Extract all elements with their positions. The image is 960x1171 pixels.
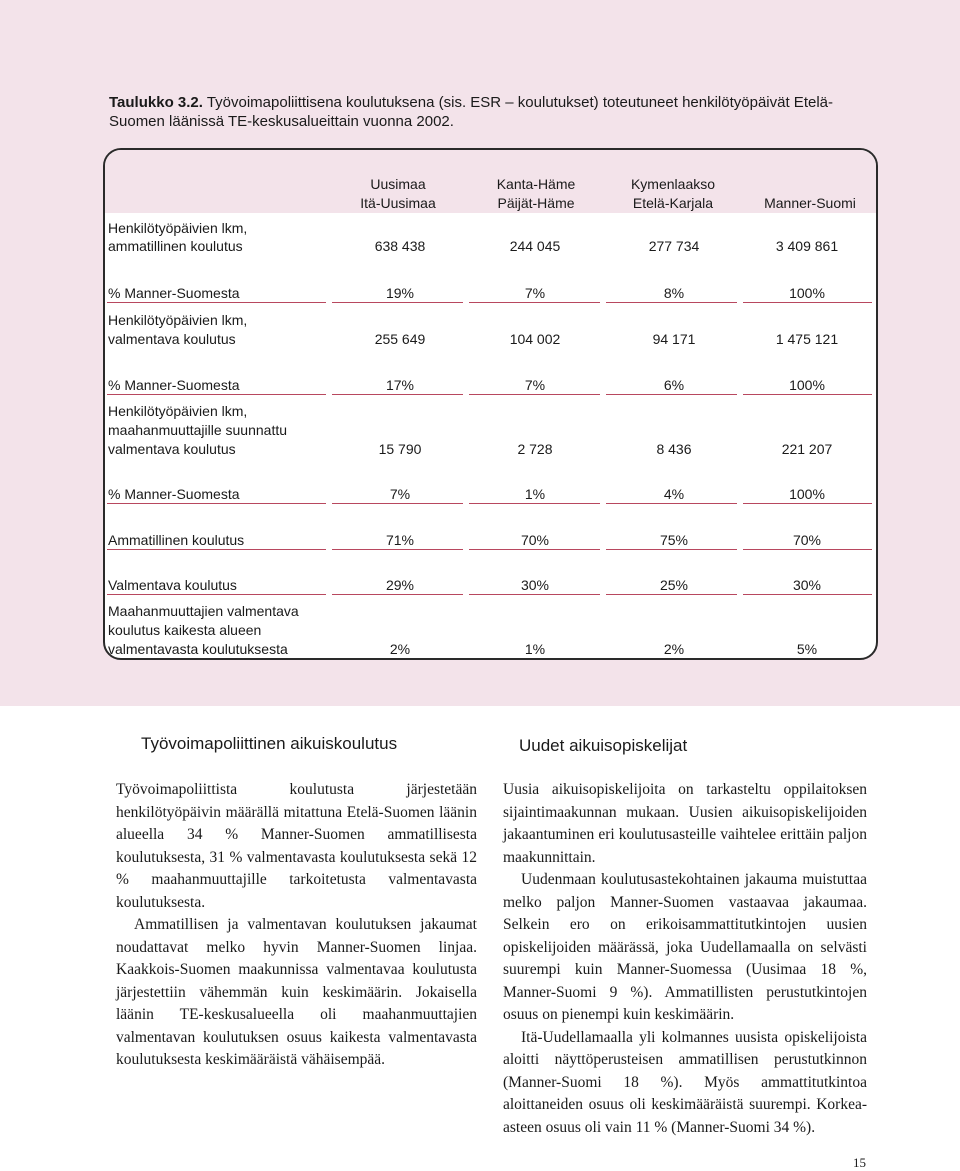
row-4-value-2: 7% xyxy=(524,377,546,393)
row-divider xyxy=(743,394,872,395)
left-body-text xyxy=(116,779,477,1072)
row-divider xyxy=(606,503,737,504)
row-9-value-4: 5% xyxy=(796,641,818,657)
row-6-value-1: 7% xyxy=(389,486,411,502)
row-divider xyxy=(332,594,463,595)
col-header-3-line2: Etelä-Karjala xyxy=(632,195,714,211)
row-9-label-line2: koulutus kaikesta alueen xyxy=(108,622,262,638)
row-divider xyxy=(469,394,600,395)
page-number: 15 xyxy=(853,1155,866,1170)
row-divider xyxy=(606,594,737,595)
row-5-value-3: 8 436 xyxy=(656,441,692,457)
row-5-label-line2: maahanmuuttajille suunnattu xyxy=(108,422,288,438)
col-header-4-line2: Manner-Suomi xyxy=(764,195,856,211)
row-9-value-1: 2% xyxy=(389,641,411,657)
row-4-value-4: 100% xyxy=(789,377,825,393)
caption-text-1: Työvoimapoliittisena koulutuksena (sis. ESR – koulutukset) toteutuneet henkilötyöpäivät Etelä- xyxy=(202,94,833,111)
row-2-label: % Manner-Suomesta xyxy=(108,285,240,301)
row-9-label-line3: valmentavasta koulutuksesta xyxy=(108,641,288,657)
row-4-label: % Manner-Suomesta xyxy=(108,377,240,393)
left-section-title: Työvoimapoliittinen aikuiskoulutus xyxy=(141,734,398,753)
row-3-label-line2: valmentava koulutus xyxy=(108,331,236,347)
row-divider xyxy=(606,302,737,303)
right-body-text xyxy=(503,779,867,1139)
col-header-3-line1: Kymenlaakso xyxy=(630,176,716,192)
col-header-2-line2: Päijät-Häme xyxy=(497,195,575,211)
row-divider xyxy=(469,549,600,550)
row-1-value-1: 638 438 xyxy=(374,238,426,254)
row-divider xyxy=(469,302,600,303)
row-7-value-3: 75% xyxy=(659,532,689,548)
col-header-2-line1: Kanta-Häme xyxy=(496,176,576,192)
row-divider xyxy=(332,549,463,550)
row-7-value-1: 71% xyxy=(385,532,415,548)
row-divider xyxy=(606,549,737,550)
right-paragraph-3: Itä-Uudellamaalla yli kolmannes uusista opiskelijoista aloitti näyttöperusteisen ammatillisen perustutkinnon (Manner-Suomi 18 %). Myös ammattitutkintoa aloittaneiden osuus oli keskimääräistä suurempi. Korkea-asteen osuus oli vain 11 % (Manner-Suomi 34 %). xyxy=(503,1028,867,1136)
row-8-value-2: 30% xyxy=(520,577,550,593)
row-7-value-2: 70% xyxy=(520,532,550,548)
row-divider xyxy=(332,503,463,504)
row-3-label-line1: Henkilötyöpäivien lkm, xyxy=(108,312,248,328)
caption-text-2: Suomen läänissä TE-keskusalueittain vuonna 2002. xyxy=(109,113,454,130)
row-divider xyxy=(107,394,326,395)
row-divider xyxy=(743,549,872,550)
row-1-value-2: 244 045 xyxy=(509,238,561,254)
row-1-label-line1: Henkilötyöpäivien lkm, xyxy=(108,220,248,236)
row-6-value-2: 1% xyxy=(524,486,546,502)
row-4-value-1: 17% xyxy=(385,377,415,393)
row-divider xyxy=(332,394,463,395)
row-2-value-4: 100% xyxy=(789,285,825,301)
right-section-title: Uudet aikuisopiskelijat xyxy=(519,736,688,755)
row-divider xyxy=(107,594,326,595)
row-8-value-3: 25% xyxy=(659,577,689,593)
row-5-value-4: 221 207 xyxy=(781,441,833,457)
row-8-value-1: 29% xyxy=(385,577,415,593)
row-9-value-3: 2% xyxy=(663,641,685,657)
table-caption xyxy=(109,93,849,131)
row-6-value-4: 100% xyxy=(789,486,825,502)
row-4-value-3: 6% xyxy=(663,377,685,393)
row-5-label-line1: Henkilötyöpäivien lkm, xyxy=(108,403,248,419)
left-paragraph-1: Työvoimapoliittista koulutusta järjestetään henkilötyöpäivin määrällä mitattuna Etelä-Suomen läänin alueella 34 % Manner-Suomen ammatillisesta koulutuksesta, 31 % valmentavasta koulutuksesta sekä 12 % maahanmuuttajille tarkoitetusta valmentavasta koulutuksesta. xyxy=(116,781,477,911)
row-3-value-4: 1 475 121 xyxy=(775,331,839,347)
row-divider xyxy=(332,302,463,303)
col-header-1-line1: Uusimaa xyxy=(370,176,426,192)
row-divider xyxy=(606,394,737,395)
col-header-1-line2: Itä-Uusimaa xyxy=(360,195,436,211)
right-paragraph-2: Uudenmaan koulutusastekohtainen jakauma muistuttaa melko paljon Manner-Suomen vastaavaa jakaumaa. Selkein ero on erikoisammattitutkintojen uusien opiskelijoiden määrässä, joka Uudellamaalla on selvästi suurempi kuin Manner-Suomessa (Uusimaa 18 %, Manner-Suomi 9 %). Ammatillisten perustutkintojen osuus on pienempi kuin keskimäärin. xyxy=(503,871,867,1023)
row-1-value-4: 3 409 861 xyxy=(775,238,839,254)
row-9-label-line1: Maahanmuuttajien valmentava xyxy=(108,603,299,619)
row-2-value-2: 7% xyxy=(524,285,546,301)
row-9-value-2: 1% xyxy=(524,641,546,657)
row-divider xyxy=(107,549,326,550)
row-8-label: Valmentava koulutus xyxy=(108,577,237,593)
row-divider xyxy=(469,503,600,504)
row-3-value-1: 255 649 xyxy=(374,331,426,347)
row-divider xyxy=(107,503,326,504)
row-divider xyxy=(107,302,326,303)
row-3-value-3: 94 171 xyxy=(652,331,696,347)
row-2-value-1: 19% xyxy=(385,285,415,301)
row-7-label: Ammatillinen koulutus xyxy=(108,532,245,548)
row-5-value-2: 2 728 xyxy=(517,441,553,457)
row-5-value-1: 15 790 xyxy=(378,441,422,457)
caption-label: Taulukko 3.2. xyxy=(109,94,203,111)
row-divider xyxy=(743,302,872,303)
row-6-value-3: 4% xyxy=(663,486,685,502)
row-3-value-2: 104 002 xyxy=(509,331,561,347)
row-8-value-4: 30% xyxy=(792,577,822,593)
row-1-value-3: 277 734 xyxy=(648,238,700,254)
row-1-label-line2: ammatillinen koulutus xyxy=(108,238,243,254)
row-6-label: % Manner-Suomesta xyxy=(108,486,240,502)
row-divider xyxy=(743,594,872,595)
left-paragraph-2: Ammatillisen ja valmentavan koulutuksen jakaumat noudattavat melko hyvin Manner-Suomen linjaa. Kaakkois-Suomen maakunnissa valmentavaa koulutusta järjestettiin vähemmän kuin keskimäärin. Jokaisella läänin TE-keskusalueella oli maahanmuuttajien valmentavan koulutuksen osuus kaikesta valmentavasta koulutuksesta keskimääräistä vähäisempää. xyxy=(116,916,477,1068)
row-divider xyxy=(469,594,600,595)
row-divider xyxy=(743,503,872,504)
right-paragraph-1: Uusia aikuisopiskelijoita on tarkasteltu oppilaitoksen sijaintimaakunnan mukaan. Uusien aikuisopiskelijoiden jakaantuminen eri koulutusasteille vaihtelee erittäin paljon maakunnittain. xyxy=(503,781,867,866)
row-5-label-line3: valmentava koulutus xyxy=(108,441,236,457)
row-2-value-3: 8% xyxy=(663,285,685,301)
row-7-value-4: 70% xyxy=(792,532,822,548)
